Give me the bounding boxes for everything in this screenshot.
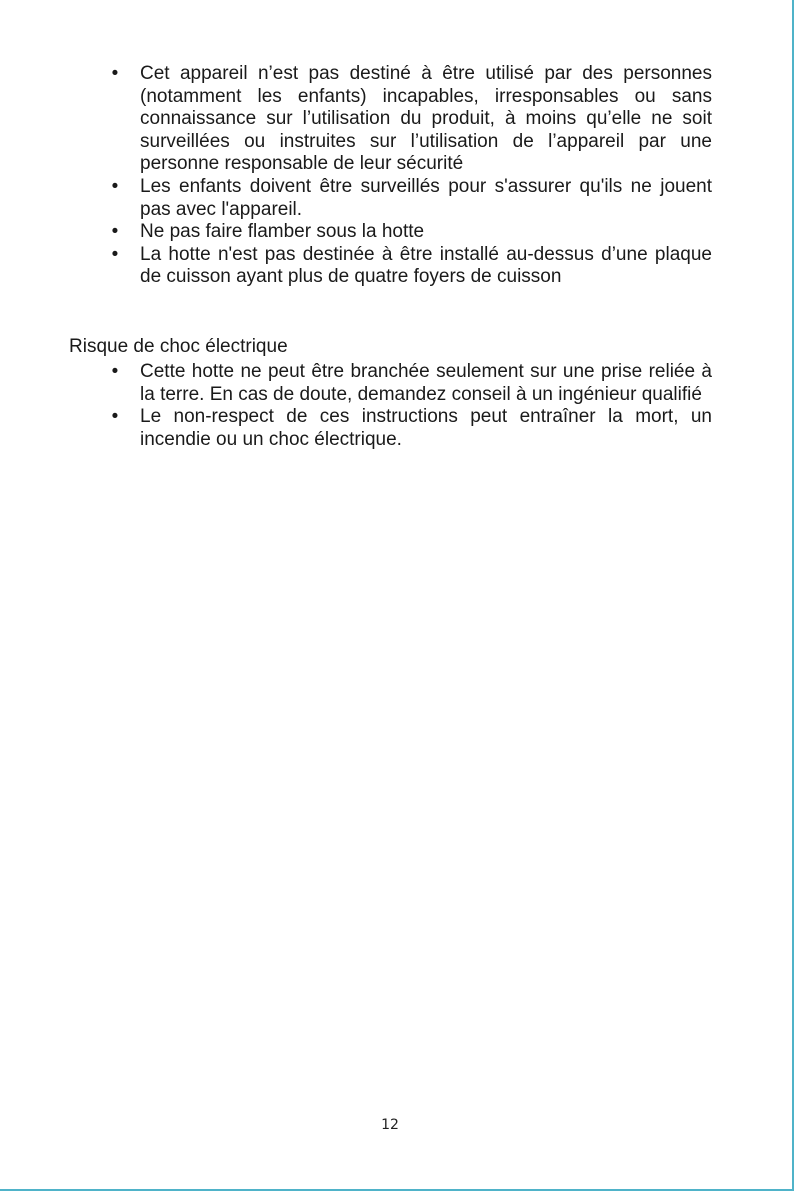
- bullet-icon: •: [111, 63, 119, 84]
- list-item-text: La hotte n'est pas destinée à être installé au-dessus d’une plaque de cuisson ayant plus de quatre foyers de cuisson: [140, 243, 712, 288]
- bullet-icon: •: [111, 221, 119, 243]
- list-item-text: Cette hotte ne peut être branchée seulement sur une prise reliée à la terre. En cas de doute, demandez conseil à un ingénieur qualifié: [140, 361, 712, 405]
- safety-bullet-list: [105, 63, 712, 289]
- list-item-text: Cet appareil n’est pas destiné à être utilisé par des personnes (notamment les enfants) incapables, irresponsables ou sans connaissance sur l’utilisation du produit, à moins qu’elle ne soit surveillées ou instruites sur l’utilisation de l’appareil par une personne responsable de leur sécurité: [140, 63, 712, 175]
- electric-shock-bullet-list: [105, 361, 712, 451]
- page-number: 12: [381, 1117, 399, 1133]
- list-item-text: Ne pas faire flamber sous la hotte: [140, 221, 425, 243]
- bullet-icon: •: [111, 406, 119, 428]
- list-item: [105, 221, 712, 244]
- list-item: [105, 176, 712, 221]
- bullet-icon: •: [111, 361, 119, 382]
- list-item-text: Le non-respect de ces instructions peut entraîner la mort, un incendie ou un choc électrique.: [140, 406, 712, 450]
- bullet-icon: •: [111, 175, 119, 197]
- list-item: [105, 244, 712, 289]
- list-item: [105, 406, 712, 451]
- list-item-text: Les enfants doivent être surveillés pour s'assurer qu'ils ne jouent pas avec l'appareil.: [140, 175, 712, 220]
- list-item: [105, 63, 712, 176]
- section-heading: Risque de choc électrique: [69, 336, 288, 357]
- bullet-icon: •: [111, 243, 119, 265]
- list-item: [105, 361, 712, 406]
